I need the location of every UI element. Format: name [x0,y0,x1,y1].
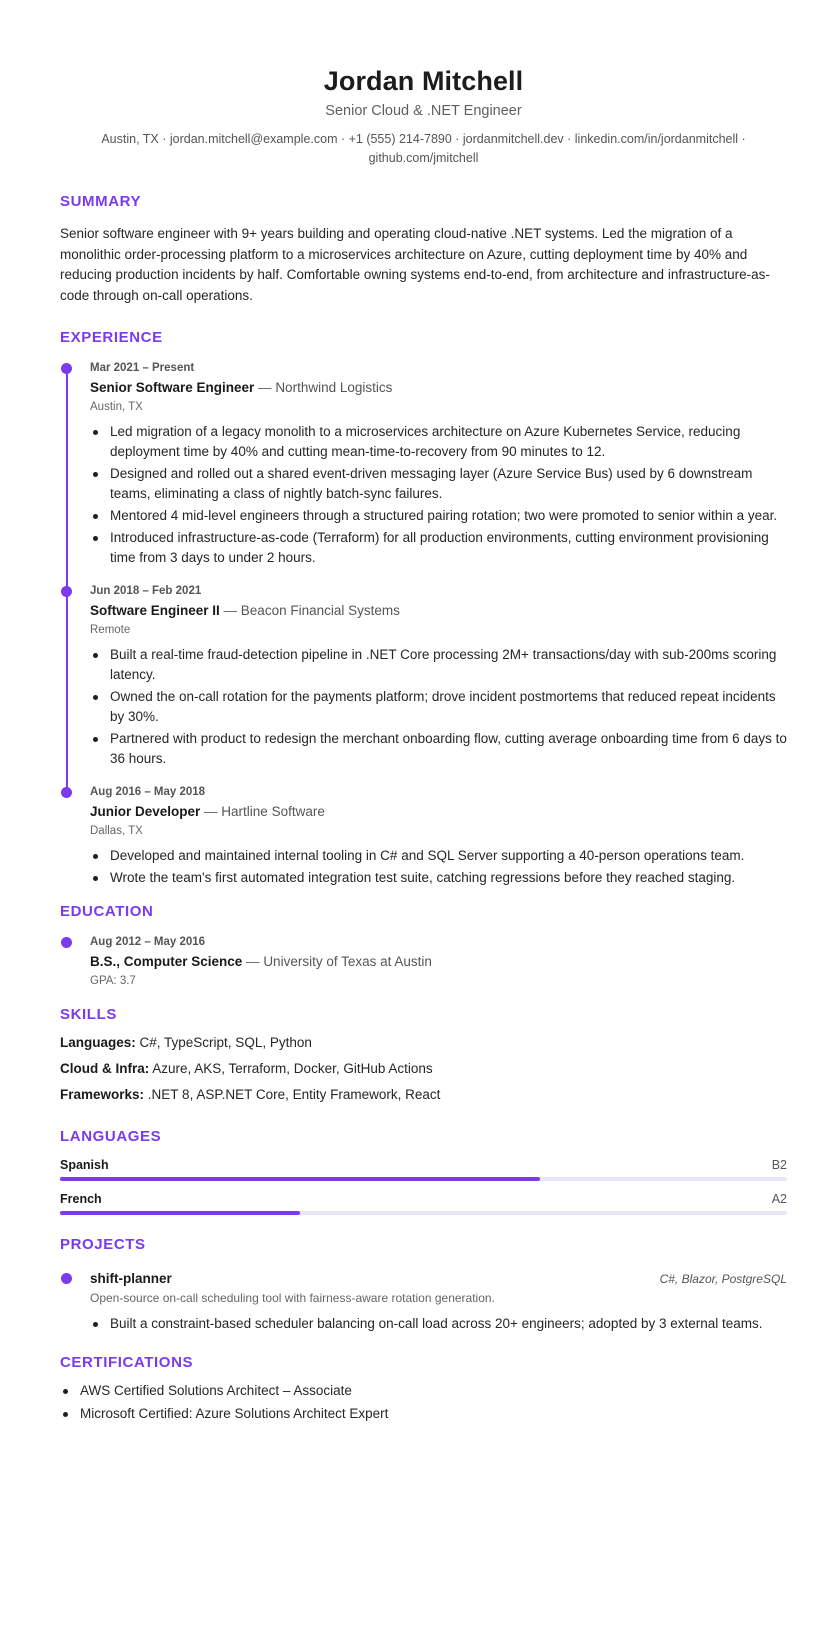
proficiency-bar [60,1177,787,1181]
project-name: shift-planner [90,1271,172,1286]
entry-bullets [90,846,787,888]
bullet-item: Built a real-time fraud-detection pipeline in .NET Core processing 2M+ transactions/day with sub-200ms scoring latency. [90,645,787,685]
languages-heading: LANGUAGES [60,1128,162,1145]
projects-heading: PROJECTS [60,1236,146,1253]
project-bullets [90,1314,787,1334]
entry-organization: Beacon Financial Systems [240,603,400,618]
language-name: French [60,1192,102,1206]
skill-label: Languages: [60,1035,136,1050]
entry-role-line [90,802,787,822]
entry-date: Mar 2021 – Present [90,362,195,374]
language-item [60,1191,787,1215]
timeline-dot-icon [61,586,72,597]
bullet-item: Designed and rolled out a shared event-driven messaging layer (Azure Service Bus) used by 6 downstream teams, eliminating a class of nightly batch-sync failures. [90,464,787,504]
entry-separator: — [219,603,241,618]
project-entry [60,1269,787,1334]
language-name: Spanish [60,1158,109,1172]
education-gpa: GPA: 3.7 [90,975,136,987]
entry-date: Jun 2018 – Feb 2021 [90,585,202,597]
language-item [60,1157,787,1181]
entry-date: Aug 2016 – May 2018 [90,786,206,798]
timeline-dot-icon [61,787,72,798]
proficiency-bar-fill [60,1211,300,1215]
candidate-name: Jordan Mitchell [323,66,524,96]
entry-role-line [90,601,787,621]
skill-value: Azure, AKS, Terraform, Docker, GitHub Actions [149,1061,433,1076]
skill-label: Frameworks: [60,1087,145,1102]
entry-organization: Hartline Software [221,804,325,819]
bullet-item: Built a constraint-based scheduler balancing on-call load across 20+ engineers; adopted by 3 external teams. [90,1314,787,1334]
summary-heading: SUMMARY [60,193,142,210]
bullet-item: Partnered with product to redesign the merchant onboarding flow, cutting average onboarding time from 6 days to 36 hours. [90,729,787,769]
certifications-list [60,1381,787,1424]
skill-value: C#, TypeScript, SQL, Python [135,1035,312,1050]
resume-header [60,0,787,168]
certification-item: Microsoft Certified: Azure Solutions Architect Expert [60,1404,787,1424]
timeline-dot-icon [61,1273,72,1284]
entry-bullets [90,645,787,769]
proficiency-bar-fill [60,1177,540,1181]
education-degree: B.S., Computer Science [90,954,243,969]
bullet-item: Developed and maintained internal tooling in C# and SQL Server supporting a 40-person operations team. [90,846,787,866]
education-date: Aug 2012 – May 2016 [90,936,206,948]
entry-location: Dallas, TX [90,825,143,837]
education-degree-line [90,952,787,972]
skill-value: .NET 8, ASP.NET Core, Entity Framework, React [144,1087,441,1102]
summary-text: Senior software engineer with 9+ years building and operating cloud-native .NET systems. Led the migration of a monolithic order-processing platform to a microservices architecture on Azure, cutting deployment time by 40% and reducing production incidents by half. Comfortable owning systems end-to-end, from architecture and infrastructure-as-code through on-call operations. [60,226,770,303]
experience-timeline [60,360,787,888]
skills-heading: SKILLS [60,1006,117,1023]
language-level: A2 [771,1192,787,1206]
skill-row [60,1085,787,1105]
proficiency-bar [60,1211,787,1215]
language-level: B2 [771,1158,787,1172]
bullet-item: Introduced infrastructure-as-code (Terraform) for all production environments, cutting environment provisioning time from 3 days to under 2 hours. [90,528,787,568]
skill-row [60,1033,787,1053]
experience-heading: EXPERIENCE [60,329,163,346]
skill-label: Cloud & Infra: [60,1061,150,1076]
education-separator: — [242,954,264,969]
timeline-dot-icon [61,363,72,374]
entry-role: Software Engineer II [90,603,220,618]
timeline-dot-icon [61,937,72,948]
experience-entry [60,360,787,568]
certifications-heading: CERTIFICATIONS [60,1354,194,1371]
skills-list [60,1033,787,1105]
entry-role: Junior Developer [90,804,201,819]
entry-role-line [90,378,787,398]
experience-entry [60,784,787,888]
entry-organization: Northwind Logistics [275,380,393,395]
bullet-item: Led migration of a legacy monolith to a microservices architecture on Azure Kubernetes Service, reducing deployment time by 40% and cutting mean-time-to-recovery from 90 minutes to 12. [90,422,787,462]
entry-role: Senior Software Engineer [90,380,255,395]
project-description: Open-source on-call scheduling tool with fairness-aware rotation generation. [90,1291,495,1305]
entry-location: Remote [90,624,131,636]
education-entry [60,934,787,989]
contact-line: Austin, TX · jordan.mitchell@example.com · +1 (555) 214-7890 · jordanmitchell.dev · linkedin.com/in/jordanmitchell · github.com/jmitchell [101,132,746,165]
entry-separator: — [200,804,222,819]
experience-entry [60,583,787,769]
education-heading: EDUCATION [60,903,154,920]
project-tech-stack: C#, Blazor, PostgreSQL [659,1272,787,1286]
certification-item: AWS Certified Solutions Architect – Associate [60,1381,787,1401]
entry-bullets [90,422,787,568]
entry-location: Austin, TX [90,401,143,413]
resume-page [60,0,787,1427]
bullet-item: Wrote the team's first automated integration test suite, catching regressions before they reached staging. [90,868,787,888]
bullet-item: Mentored 4 mid-level engineers through a structured pairing rotation; two were promoted to senior within a year. [90,506,787,526]
education-school: University of Texas at Austin [263,954,432,969]
candidate-title: Senior Cloud & .NET Engineer [325,103,522,119]
languages-list [60,1157,787,1215]
bullet-item: Owned the on-call rotation for the payments platform; drove incident postmortems that reduced repeat incidents by 30%. [90,687,787,727]
skill-row [60,1059,787,1079]
entry-separator: — [254,380,276,395]
